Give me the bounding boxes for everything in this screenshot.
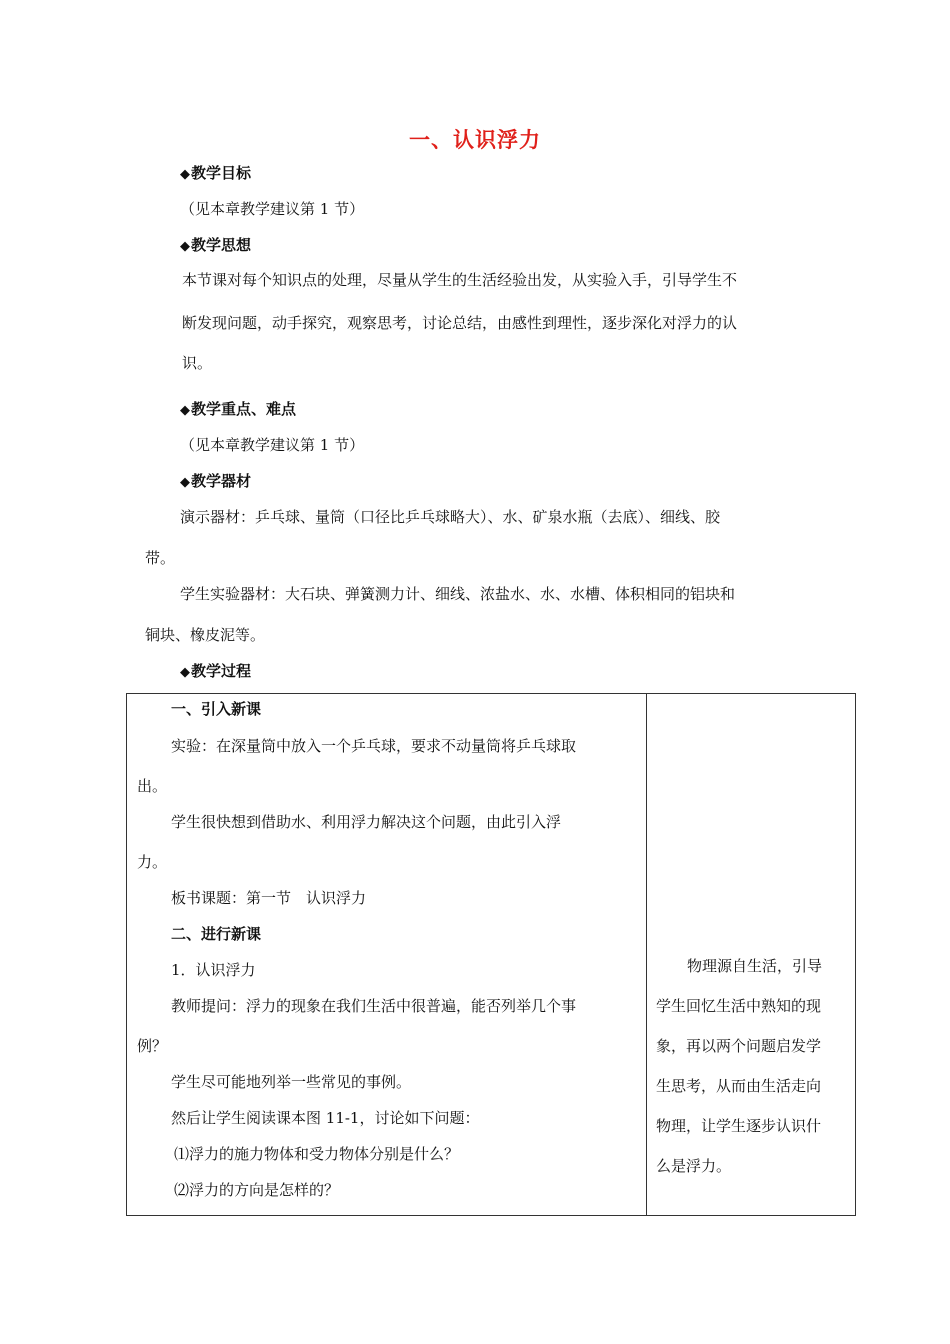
section-objectives-heading [180, 163, 251, 185]
keypoints-text: （见本章教学建议第 1 节） [180, 436, 365, 454]
student-line-2: 力。 [137, 853, 168, 871]
note-line-1: 物理源自生活，引导 [687, 957, 823, 975]
heading-text: 教学重点、难点 [191, 400, 297, 418]
equipment-demo-line-1: 演示器材：乒乓球、量筒（口径比乒乓球略大）、水、矿泉水瓶（去底）、细线、胶 [180, 508, 721, 526]
intro-heading: 一、引入新课 [171, 700, 262, 718]
diamond-bullet-icon: ◆ [180, 239, 190, 254]
heading-text: 教学器材 [191, 472, 252, 490]
question-2: ⑵浮力的方向是怎样的？ [174, 1181, 340, 1199]
diamond-bullet-icon: ◆ [180, 167, 190, 182]
list-examples: 学生尽可能地列举一些常见的事例。 [171, 1073, 412, 1091]
page-title: 一、认识浮力 [409, 128, 541, 152]
equipment-student-line-2: 铜块、橡皮泥等。 [145, 626, 266, 644]
philosophy-line-2: 断发现问题，动手探究，观察思考，讨论总结，由感性到理性，逐步深化对浮力的认 [182, 314, 738, 332]
note-line-5: 物理，让学生逐步认识什 [656, 1117, 822, 1135]
diamond-bullet-icon: ◆ [180, 475, 190, 490]
note-line-4: 生思考，从而由生活走向 [656, 1077, 822, 1095]
question-line-2: 例？ [137, 1037, 168, 1055]
process-table [126, 693, 856, 1216]
student-line-1: 学生很快想到借助水、利用浮力解决这个问题，由此引入浮 [171, 813, 562, 831]
diamond-bullet-icon: ◆ [180, 403, 190, 418]
note-line-6: 么是浮力。 [656, 1157, 732, 1175]
philosophy-line-1: 本节课对每个知识点的处理，尽量从学生的生活经验出发，从实验入手，引导学生不 [182, 271, 738, 289]
diamond-bullet-icon: ◆ [180, 665, 190, 680]
philosophy-line-3: 识。 [182, 354, 213, 372]
section-keypoints-heading [180, 399, 296, 421]
objectives-text: （见本章教学建议第 1 节） [180, 200, 365, 218]
section-equipment-heading [180, 471, 251, 493]
board-title: 板书课题：第一节 认识浮力 [171, 889, 367, 907]
heading-text: 教学思想 [191, 236, 252, 254]
heading-text: 教学过程 [191, 662, 252, 680]
heading-text: 教学目标 [191, 164, 252, 182]
table-column-divider [646, 694, 647, 1215]
note-line-3: 象，再以两个问题启发学 [656, 1037, 822, 1055]
question-1: ⑴浮力的施力物体和受力物体分别是什么？ [174, 1145, 460, 1163]
question-line-1: 教师提问：浮力的现象在我们生活中很普遍，能否列举几个事 [171, 997, 577, 1015]
new-lesson-heading: 二、进行新课 [171, 925, 262, 943]
equipment-student-line-1: 学生实验器材：大石块、弹簧测力计、细线、浓盐水、水、水槽、体积相同的铝块和 [180, 585, 736, 603]
equipment-demo-line-2: 带。 [145, 549, 176, 567]
experiment-line-1: 实验：在深量筒中放入一个乒乓球，要求不动量筒将乒乓球取 [171, 737, 577, 755]
note-line-2: 学生回忆生活中熟知的现 [656, 997, 822, 1015]
experiment-line-2: 出。 [137, 777, 168, 795]
subsection-1: 1．认识浮力 [171, 961, 256, 979]
section-process-heading [180, 661, 251, 683]
section-philosophy-heading [180, 235, 251, 257]
read-figure: 然后让学生阅读课本图 11-1，讨论如下问题： [171, 1109, 480, 1127]
